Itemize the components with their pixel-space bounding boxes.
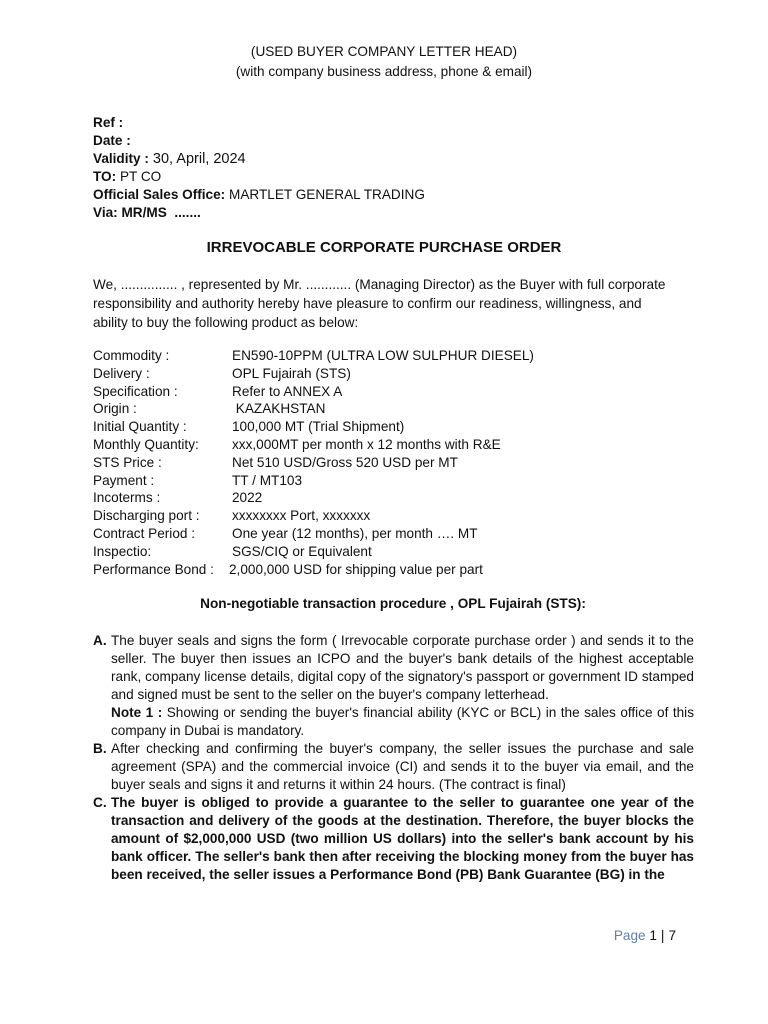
spec-value: TT / MT103 — [232, 472, 302, 488]
spec-value: One year (12 months), per month …. MT — [232, 525, 478, 541]
page-word: Page — [613, 928, 646, 943]
spec-label: Performance Bond : — [93, 561, 214, 577]
spec-row — [93, 543, 693, 561]
via-label: Via: MR/MS — [93, 205, 167, 220]
spec-value: xxxxxxxx Port, xxxxxxx — [232, 508, 371, 524]
spec-label: Initial Quantity : — [93, 419, 187, 435]
spec-label: Monthly Quantity: — [93, 436, 199, 452]
office-value: MARTLET GENERAL TRADING — [229, 187, 425, 202]
spec-row — [93, 489, 693, 507]
intro-paragraph: We, ............... , represented by Mr. ............ (Managing Director) as the Buyer with full corporate responsibility and authority hereby have pleasure to confirm our readiness, willingness, and ability to buy the following product as below: — [93, 277, 666, 330]
spec-value: 2,000,000 USD for shipping value per part — [229, 561, 483, 577]
spec-label: Origin : — [93, 401, 137, 417]
spec-row — [93, 400, 693, 418]
letterhead-line-2: (with company business address, phone & email) — [235, 64, 533, 79]
spec-label: Incoterms : — [93, 490, 161, 506]
step-c-text: The buyer is obliged to provide a guarantee to the seller to guarantee one year of the transaction and delivery of the goods at the destination. Therefore, the buyer blocks the amount of $2,000,000 USD (two million US dollars) into the seller's bank account by his bank officer. The seller's bank then after receiving the blocking money from the buyer has been received, the seller issues a Performance Bond (PB) Bank Guarantee (BG) in the — [111, 795, 694, 882]
spec-row — [93, 365, 693, 383]
spec-row — [93, 454, 693, 472]
spec-row — [93, 436, 693, 454]
validity-label: Validity : — [93, 151, 149, 166]
page-total: 7 — [668, 928, 676, 943]
spec-value: KAZAKHSTAN — [232, 401, 326, 417]
note-label: Note 1 : — [111, 705, 163, 720]
spec-label: STS Price : — [93, 454, 162, 470]
spec-row — [93, 561, 693, 579]
spec-value: SGS/CIQ or Equivalent — [232, 543, 372, 559]
spec-row — [93, 525, 693, 543]
to-label: TO: — [93, 169, 117, 184]
spec-row — [93, 347, 693, 365]
spec-value: EN590-10PPM (ULTRA LOW SULPHUR DIESEL) — [232, 348, 534, 363]
page-footer — [614, 928, 676, 943]
spec-row — [93, 507, 693, 525]
note-text: Showing or sending the buyer's financial ability (KYC or BCL) in the sales office of this company in Dubai is mandatory. — [111, 705, 694, 738]
spec-value: 2022 — [232, 490, 263, 506]
reference-block — [93, 114, 693, 222]
spec-value: xxx,000MT per month x 12 months with R&E — [232, 436, 501, 452]
letterhead-line-1: (USED BUYER COMPANY LETTER HEAD) — [250, 44, 518, 59]
ref-label: Ref : — [93, 115, 124, 130]
step-letter: A. — [93, 633, 107, 648]
to-value: PT CO — [119, 169, 162, 184]
office-label: Official Sales Office: — [93, 187, 226, 202]
spec-value: Refer to ANNEX A — [232, 383, 343, 399]
spec-label: Discharging port : — [93, 508, 200, 524]
page-number: 1 — [649, 928, 657, 943]
spec-label: Inspectio: — [93, 543, 152, 559]
step-c — [93, 794, 694, 884]
spec-row — [93, 472, 693, 490]
step-a-text: The buyer seals and signs the form ( Irrevocable corporate purchase order ) and sends it to the seller. The buyer then issues an ICPO and the buyer's bank details of the highest acceptable rank, company license details, digital copy of the signatory's passport or government ID stamped and signed must be sent to the seller on the buyer's company letterhead. — [111, 633, 694, 702]
validity-value: 30, April, 2024 — [152, 151, 246, 167]
procedure-title: Non-negotiable transaction procedure , OPL Fujairah (STS): — [200, 596, 586, 611]
spec-label: Delivery : — [93, 365, 150, 381]
step-letter: B. — [93, 741, 107, 756]
document-title: IRREVOCABLE CORPORATE PURCHASE ORDER — [206, 239, 562, 256]
date-label: Date : — [93, 133, 131, 148]
step-b — [93, 740, 694, 794]
via-value: ....... — [174, 205, 201, 220]
letterhead-placeholder — [0, 42, 768, 82]
step-a — [93, 632, 694, 740]
page-separator: | — [660, 928, 665, 943]
spec-label: Payment : — [93, 472, 155, 488]
spec-row — [93, 418, 693, 436]
spec-value: 100,000 MT (Trial Shipment) — [232, 419, 405, 435]
spec-value: OPL Fujairah (STS) — [232, 365, 351, 381]
spec-label: Specification : — [93, 383, 178, 399]
procedure-steps — [93, 632, 694, 884]
spec-value: Net 510 USD/Gross 520 USD per MT — [232, 454, 458, 470]
spec-label: Commodity : — [93, 348, 170, 363]
product-specs — [93, 347, 693, 578]
step-b-text: After checking and confirming the buyer's company, the seller issues the purchase and sale agreement (SPA) and the commercial invoice (CI) and sends it to the buyer via email, and the buyer seals and signs it and returns it within 24 hours. (The contract is final) — [111, 741, 694, 792]
spec-label: Contract Period : — [93, 525, 195, 541]
step-letter: C. — [93, 795, 107, 810]
spec-row — [93, 383, 693, 401]
